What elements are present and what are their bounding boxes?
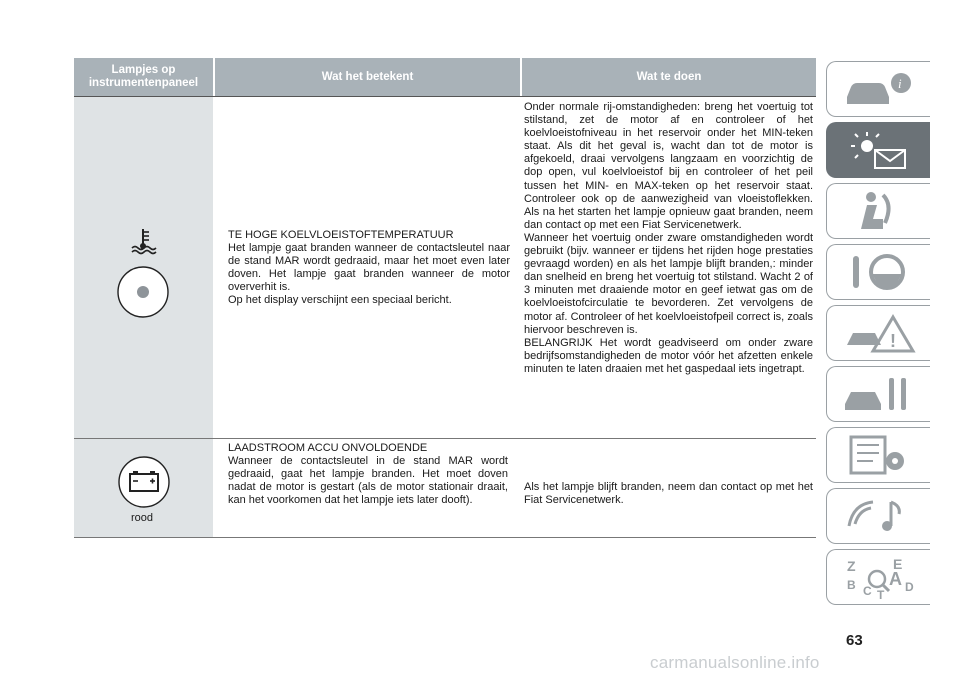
- page-number: 63: [846, 632, 863, 649]
- tab-car-info[interactable]: [826, 61, 930, 117]
- tab-multimedia[interactable]: [826, 488, 930, 544]
- car-info-icon: [839, 67, 919, 111]
- svg-text:i: i: [897, 76, 902, 91]
- coolant-meaning-display: Op het display verschijnt een speciaal bericht.: [228, 294, 452, 307]
- coolant-action-normal: Onder normale rij-omstandigheden: breng het voertuig tot stilstand, zet de motor af en controleer of het koelvloeistofniveau in het reservoir onder het MIN-teken staat. Als dit het geval is, wacht dan tot de motor is afgekoeld, draai vervolgens langzaam en voorzichtig de dop open, vul koelvloeistof bij en controleer of het peil tussen het MIN- en MAX-teken op het reservoir staat. Controleer ook op de aanwezigheid van vloeistoflekken. Als na het starten het lampje opnieuw gaat branden, neem dan contact op met een Fiat Servicenetwerk.: [524, 101, 813, 231]
- battery-meaning-body: Wanneer de contactsleutel in de stand MAR wordt gedraaid, gaat het lampje branden. Het moet doven nadat de motor is gestart (als de motor stationair draait, kan het voorkomen dat het lampje iets later dooft).: [228, 455, 508, 507]
- svg-text:T: T: [876, 588, 884, 599]
- tab-technical-data[interactable]: [826, 427, 930, 483]
- tab-safety[interactable]: [826, 183, 930, 239]
- table-bottom-rule: [74, 537, 816, 538]
- lamp-indicator-circle: [116, 265, 170, 319]
- coolant-temperature-icon: [129, 226, 159, 256]
- coolant-action-heavy: Wanneer het voertuig onder zware omstandigheden wordt gebruikt (bijv. wanneer er tijdens het rijden hoge prestaties gevraagd worden) en als het lampje blijft branden,: minder dan snelheid en breng het voertuig tot stilstand. Wacht 2 of 3 minuten met draaiende motor en geef ietwat gas om de koelvloeistofcirculatie te bevorderen. Zet vervolgens de motor af. Controleer of het koelvloeistofpeil correct is, zoals hiervoor beschreven is.: [524, 231, 813, 336]
- row-separator: [74, 438, 816, 439]
- svg-text:!: !: [889, 331, 896, 351]
- svg-text:Z: Z: [846, 558, 856, 574]
- coolant-meaning-body: Het lampje gaat branden wanneer de contactsleutel naar de stand MAR wordt gedraaid, maar het moet even later doven. Het lampje gaat branden wanneer de motor oververhit is.: [228, 242, 510, 294]
- warning-lights-icon: [839, 128, 919, 172]
- emergency-icon: [839, 311, 919, 355]
- coolant-action-important: BELANGRIJK Het wordt geadviseerd om onder zware bedrijfsomstandigheden de motor vóór het afzetten enkele minuten te laten draaien met het gaspedaal iets ingetrapt.: [524, 336, 813, 375]
- index-icon: [839, 555, 919, 599]
- header-lamps-line1: Lampjes op: [111, 64, 176, 76]
- battery-meaning: [228, 442, 508, 507]
- header-lamps-line2: instrumentenpaneel: [88, 77, 199, 89]
- header-action: Wat te doen: [522, 58, 816, 96]
- battery-lamp-circle: [117, 455, 171, 509]
- steering-wheel-key-icon: [839, 250, 919, 294]
- battery-action: Als het lampje blijft branden, neem dan contact op met het Fiat Servicenetwerk.: [524, 481, 813, 507]
- svg-text:E: E: [892, 556, 902, 572]
- lamp-color-caption: rood: [131, 512, 154, 524]
- safety-seat-icon: [839, 189, 919, 233]
- multimedia-icon: [839, 494, 919, 538]
- tab-warning-lights[interactable]: [826, 122, 930, 178]
- svg-text:A: A: [888, 569, 902, 589]
- maintenance-icon: [839, 372, 919, 416]
- svg-text:D: D: [904, 580, 914, 594]
- tab-index[interactable]: [826, 549, 930, 605]
- svg-text:B: B: [846, 578, 856, 592]
- technical-data-icon: [839, 433, 919, 477]
- tab-maintenance[interactable]: [826, 366, 930, 422]
- tab-starting-driving[interactable]: [826, 244, 930, 300]
- watermark: carmanualsonline.info: [650, 653, 820, 672]
- header-lamps: [74, 58, 213, 96]
- battery-meaning-title: LAADSTROOM ACCU ONVOLDOENDE: [228, 442, 428, 454]
- svg-text:C: C: [862, 584, 872, 598]
- header-meaning: Wat het betekent: [215, 58, 520, 96]
- tab-emergency[interactable]: [826, 305, 930, 361]
- coolant-meaning: [228, 229, 510, 308]
- coolant-action: [524, 101, 813, 376]
- coolant-meaning-title: TE HOGE KOELVLOEISTOFTEMPERATUUR: [228, 229, 454, 241]
